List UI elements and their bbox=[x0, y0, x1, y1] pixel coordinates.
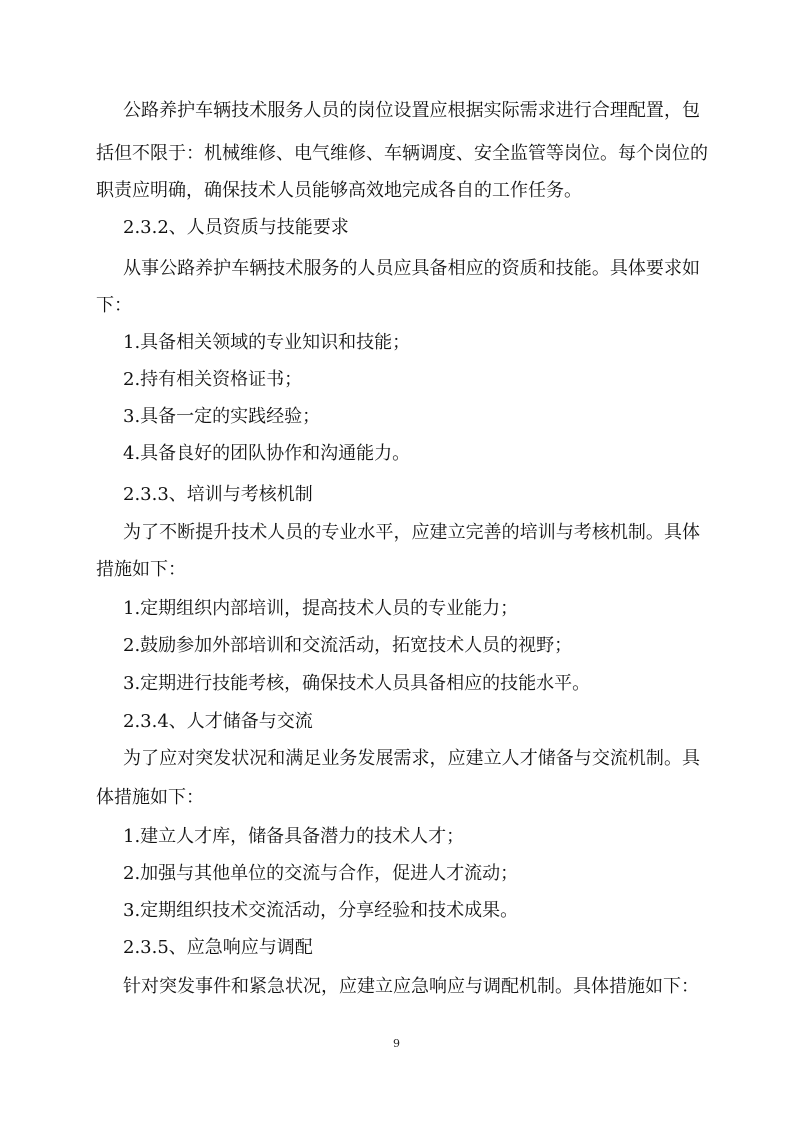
list-item: 1.定期组织内部培训，提高技术人员的专业能力； bbox=[123, 598, 519, 619]
section-heading: 2.3.4、人才储备与交流 bbox=[123, 711, 313, 732]
list-item: 2.持有相关资格证书； bbox=[123, 369, 303, 390]
list-item: 1.建立人才库，储备具备潜力的技术人才； bbox=[123, 826, 465, 847]
paragraph-line: 措施如下： bbox=[96, 559, 186, 580]
paragraph-line: 从事公路养护车辆技术服务的人员应具备相应的资质和技能。具体要求如 bbox=[123, 258, 700, 279]
list-item: 3.定期进行技能考核，确保技术人员具备相应的技能水平。 bbox=[123, 673, 591, 694]
paragraph-line: 体措施如下： bbox=[96, 787, 204, 808]
list-item: 4.具备良好的团队协作和沟通能力。 bbox=[123, 443, 411, 464]
section-heading: 2.3.5、应急响应与调配 bbox=[123, 937, 313, 958]
paragraph-line: 括但不限于：机械维修、电气维修、车辆调度、安全监管等岗位。每个岗位的 bbox=[96, 143, 708, 164]
list-item: 3.定期组织技术交流活动，分享经验和技术成果。 bbox=[123, 900, 519, 921]
page-number: 9 bbox=[393, 1037, 400, 1050]
paragraph-line: 为了应对突发状况和满足业务发展需求，应建立人才储备与交流机制。具 bbox=[123, 748, 700, 769]
paragraph-line: 下： bbox=[96, 295, 132, 316]
paragraph-line: 为了不断提升技术人员的专业水平，应建立完善的培训与考核机制。具体 bbox=[123, 522, 700, 543]
paragraph-line: 针对突发事件和紧急状况，应建立应急响应与调配机制。具体措施如下： bbox=[123, 976, 699, 997]
section-heading: 2.3.3、培训与考核机制 bbox=[123, 484, 313, 505]
section-heading: 2.3.2、人员资质与技能要求 bbox=[123, 217, 349, 238]
list-item: 1.具备相关领域的专业知识和技能； bbox=[123, 332, 411, 353]
list-item: 3.具备一定的实践经验； bbox=[123, 406, 321, 427]
list-item: 2.鼓励参加外部培训和交流活动，拓宽技术人员的视野； bbox=[123, 635, 573, 656]
list-item: 2.加强与其他单位的交流与合作，促进人才流动； bbox=[123, 863, 519, 884]
paragraph-line: 公路养护车辆技术服务人员的岗位设置应根据实际需求进行合理配置，包 bbox=[123, 100, 700, 121]
paragraph-line: 职责应明确，确保技术人员能够高效地完成各自的工作任务。 bbox=[96, 180, 582, 201]
